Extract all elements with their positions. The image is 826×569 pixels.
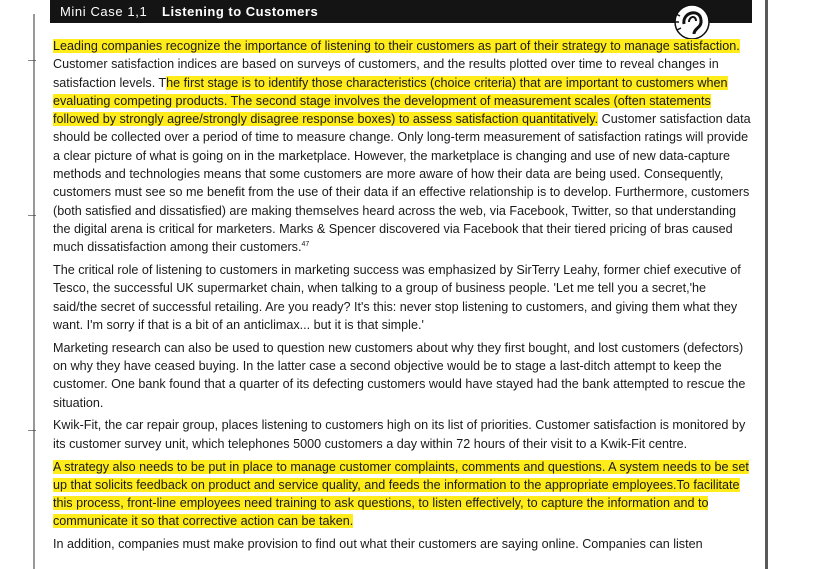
body-text: Customer satisfaction data should be collected over a period of time to measure change. Only long-term measurement of satisfaction ratings will provide a clear picture of what is going on in the marketplace. However, the marketplace is changing and use of new data-capture methods and technologies means that some customers are more aware of how their data are being used. Consequently, customers must see so me benefit from the use of their data if an effective relationship is to develop. Furthermore, customers (both satisfied and dissatisfied) are making themselves heard across the web, via Facebook, Twitter, so that understanding the digital arena is critical for marketers. Marks & Spencer discovered via Facebook that their tiered pricing of bras caused much dissatisfaction among their customers. bbox=[53, 112, 751, 255]
case-number: Mini Case 1,1 bbox=[60, 4, 148, 19]
highlighted-text: he first stage is to identify those characteristics (choice criteria) that are important to customers when evaluating competing products. The second stage involves the development of measurement scales (often statements followed by strongly agree/strongly disagree response boxes) to assess satisfaction quantitatively. bbox=[53, 75, 728, 127]
body-paragraph bbox=[53, 339, 753, 412]
body-text: The critical role of listening to customers in marketing success was emphasized by SirTerry Leahy, former chief executive of Tesco, the successful UK supermarket chain, when talking to a group of business people. 'Let me tell you a secret,'he said/the secret of successful retailing. Are you ready? It's this: never stop listening to customers, and giving them what they want. I'm sorry if that is a bit of an anticlimax... but it is that simple.' bbox=[53, 263, 741, 332]
body-paragraph bbox=[53, 458, 753, 531]
body-paragraph bbox=[53, 261, 753, 334]
ear-icon bbox=[670, 2, 714, 40]
case-title: Listening to Customers bbox=[162, 4, 319, 19]
case-header-bar bbox=[50, 0, 752, 23]
case-body bbox=[53, 37, 753, 558]
margin-tick bbox=[28, 215, 36, 216]
body-text: In addition, companies must make provision to find out what their customers are saying online. Companies can listen bbox=[53, 537, 703, 552]
body-text: Kwik-Fit, the car repair group, places listening to customers high on its list of priorities. Customer satisfaction is monitored by its customer survey unit, which telephones 5000 customers a day within 72 hours of their visit to a Kwik-Fit centre. bbox=[53, 418, 746, 451]
body-paragraph bbox=[53, 535, 753, 553]
body-text: Marketing research can also be used to question new customers about why they first bought, and lost customers (defectors) on why they have ceased buying. In the latter case a second objective would be to stage a last-ditch attempt to keep the customer. One bank found that a quarter of its defecting customers would have stayed had the bank attempted to rescue the situation. bbox=[53, 340, 746, 410]
body-paragraph bbox=[53, 37, 753, 257]
footnote-ref: 47 bbox=[301, 241, 310, 249]
highlighted-text: Leading companies recognize the importance of listening to their customers as part of their strategy to manage satisfaction. bbox=[53, 39, 740, 53]
margin-tick bbox=[28, 60, 36, 61]
highlighted-text: A strategy also needs to be put in place to manage customer complaints, comments and questions. A system needs to be set up that solicits feedback on product and service quality, and feeds the information to the appropriate employees.To facilitate this process, front-line employees need training to ask questions, to listen effectively, to capture the information and to communicate it so that corrective action can be taken. bbox=[53, 459, 749, 529]
margin-rule bbox=[33, 14, 35, 569]
body-text: Customer satisfaction indices are based on surveys of customers, and the results plotted over time to reveal changes in satisfaction levels. T bbox=[53, 57, 719, 90]
margin-tick bbox=[28, 430, 36, 431]
page-edge bbox=[765, 0, 768, 569]
body-paragraph bbox=[53, 416, 753, 453]
